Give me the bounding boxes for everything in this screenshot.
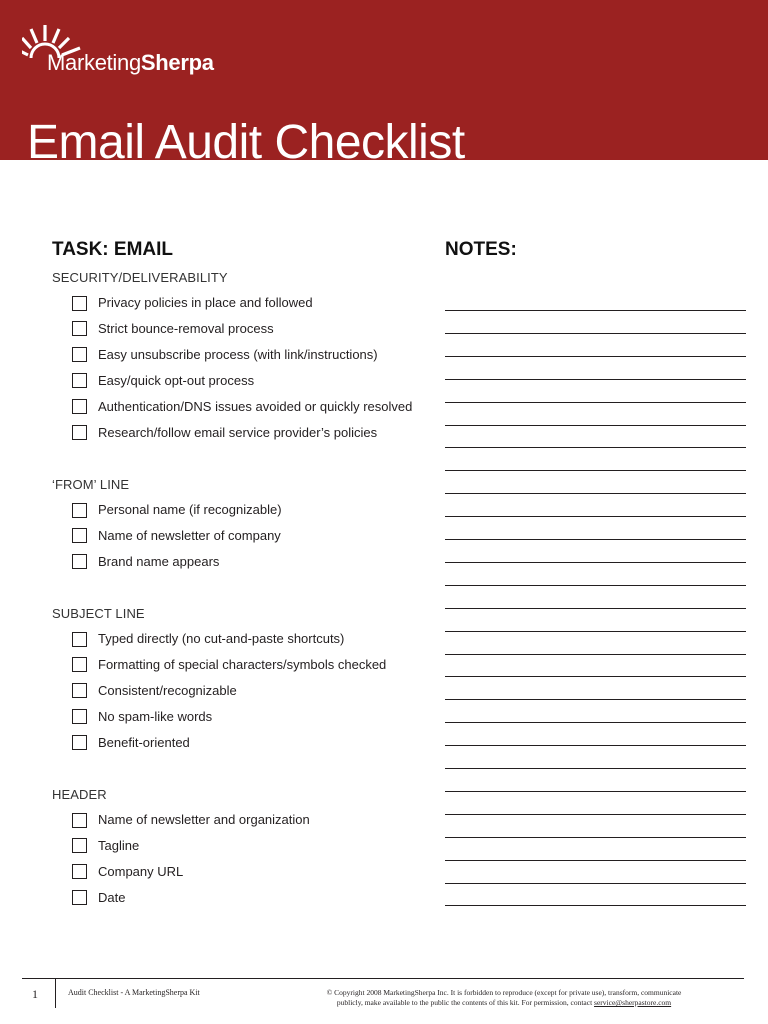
checklist-item (72, 811, 310, 829)
checklist-item-label: Typed directly (no cut-and-paste shortcuts) (98, 631, 345, 646)
checkbox[interactable] (72, 838, 87, 853)
checklist-item-label: Personal name (if recognizable) (98, 502, 282, 517)
checklist-item-label: Date (98, 889, 126, 905)
checklist-item-label: Strict bounce-removal process (98, 320, 274, 336)
note-line[interactable] (445, 402, 746, 403)
note-line[interactable] (445, 791, 746, 792)
note-line[interactable] (445, 814, 746, 815)
checkbox[interactable] (72, 503, 87, 518)
footer-divider (55, 978, 56, 1008)
checkbox[interactable] (72, 735, 87, 750)
checklist-item (72, 398, 412, 416)
note-line[interactable] (445, 837, 746, 838)
checklist-item (72, 424, 377, 442)
checkbox[interactable] (72, 709, 87, 724)
checkbox[interactable] (72, 554, 87, 569)
note-line[interactable] (445, 333, 746, 334)
checklist-item-label: No spam-like words (98, 708, 213, 724)
task-heading: TASK: EMAIL (52, 239, 174, 260)
note-line[interactable] (445, 768, 746, 769)
note-line[interactable] (445, 676, 746, 677)
checkbox[interactable] (72, 683, 87, 698)
checkbox[interactable] (72, 373, 87, 388)
checklist-item (72, 837, 139, 855)
note-line[interactable] (445, 470, 746, 471)
section-title: HEADER (52, 787, 107, 802)
checkbox[interactable] (72, 813, 87, 828)
note-line[interactable] (445, 562, 746, 563)
page-number: 1 (32, 987, 38, 1001)
note-line[interactable] (445, 631, 746, 632)
checklist-item-label: Research/follow email service provider’s policies (98, 424, 378, 440)
checkbox[interactable] (72, 890, 87, 905)
note-line[interactable] (445, 905, 746, 906)
note-line[interactable] (445, 585, 746, 586)
checklist-item (72, 320, 274, 338)
checklist-item-label: Benefit-oriented (98, 734, 190, 750)
copyright-line-1: © Copyright 2008 MarketingSherpa Inc. It is forbidden to reproduce (except for private use), transform, communicate (326, 988, 682, 997)
checklist-item (72, 372, 254, 390)
checklist-item (72, 630, 344, 648)
note-line[interactable] (445, 356, 746, 357)
checklist-item-label: Consistent/recognizable (98, 682, 237, 698)
checklist-item-label: Easy unsubscribe process (with link/instructions) (98, 346, 378, 362)
section-title: SECURITY/DELIVERABILITY (52, 270, 228, 285)
checklist-item (72, 734, 190, 752)
checkbox[interactable] (72, 528, 87, 543)
checklist-item-label: Tagline (98, 837, 140, 853)
note-line[interactable] (445, 493, 746, 494)
section-title: SUBJECT LINE (52, 606, 145, 621)
logo-text-sherpa: Sherpa (140, 50, 214, 75)
checkbox[interactable] (72, 425, 87, 440)
header-banner (0, 0, 768, 160)
checklist-item (72, 863, 183, 881)
copyright-line-2 (292, 998, 716, 1008)
checkbox[interactable] (72, 321, 87, 336)
note-line[interactable] (445, 608, 746, 609)
footer-kit-title: Audit Checklist - A MarketingSherpa Kit (68, 988, 200, 997)
note-line[interactable] (445, 883, 746, 884)
footer-copyright (292, 988, 716, 1008)
note-line[interactable] (445, 722, 746, 723)
copyright-line-2-text: publicly, make available to the public the contents of this kit. For permission, contact (336, 998, 593, 1007)
checkbox[interactable] (72, 347, 87, 362)
checkbox[interactable] (72, 864, 87, 879)
section-title: ‘FROM’ LINE (52, 477, 130, 492)
note-line[interactable] (445, 745, 746, 746)
note-line[interactable] (445, 425, 746, 426)
checkbox[interactable] (72, 399, 87, 414)
note-line[interactable] (445, 379, 746, 380)
note-line[interactable] (445, 310, 746, 311)
note-line[interactable] (445, 447, 746, 448)
checklist-item (72, 294, 313, 312)
checklist-item-label: Brand name appears (98, 553, 220, 569)
note-line[interactable] (445, 539, 746, 540)
checklist-item-label: Name of newsletter and organization (98, 812, 310, 827)
checklist-item (72, 708, 212, 726)
checklist-item-label: Formatting of special characters/symbols checked (98, 656, 387, 672)
checklist-item (72, 527, 281, 545)
note-line[interactable] (445, 699, 746, 700)
checklist-item-label: Company URL (98, 863, 184, 879)
notes-heading: NOTES: (445, 239, 517, 260)
checklist-item (72, 553, 219, 571)
note-line[interactable] (445, 654, 746, 655)
checklist-item (72, 682, 237, 700)
note-line[interactable] (445, 860, 746, 861)
checklist-item (72, 656, 386, 674)
checklist-item-label: Name of newsletter of company (98, 527, 281, 543)
checklist-item (72, 889, 125, 907)
contact-email-link[interactable]: service@sherpastore.com (594, 998, 672, 1007)
logo-wordmark (47, 51, 214, 75)
checklist-item-label: Privacy policies in place and followed (98, 295, 313, 310)
checklist-item (72, 501, 282, 519)
logo-text-marketing: Marketing (47, 50, 141, 75)
checklist-item-label: Authentication/DNS issues avoided or quickly resolved (98, 398, 413, 414)
checkbox[interactable] (72, 657, 87, 672)
note-line[interactable] (445, 516, 746, 517)
footer-rule (22, 978, 744, 979)
checkbox[interactable] (72, 296, 87, 311)
checkbox[interactable] (72, 632, 87, 647)
page-title: Email Audit Checklist (27, 116, 465, 160)
checklist-item-label: Easy/quick opt-out process (98, 372, 255, 388)
checklist-item (72, 346, 378, 364)
